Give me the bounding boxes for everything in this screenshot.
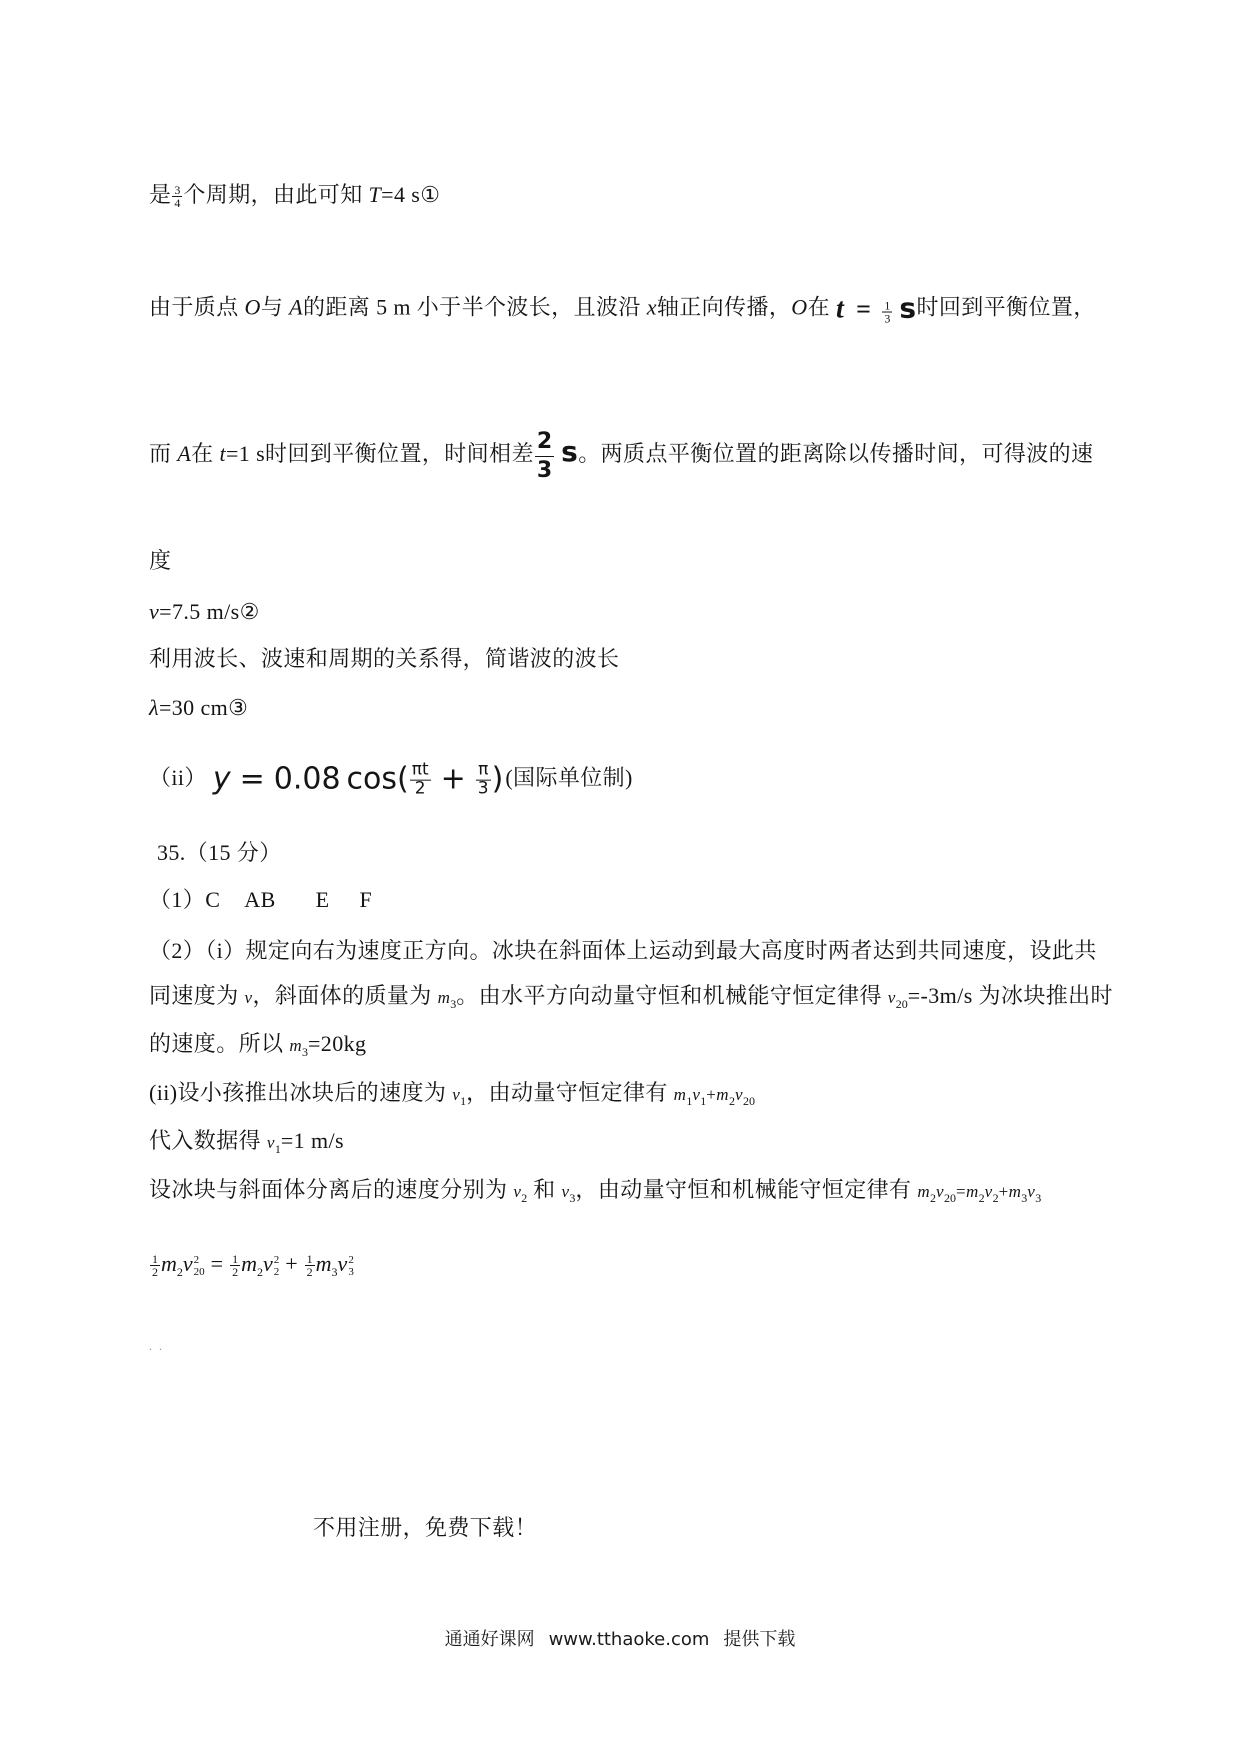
line-multiple-choice-answers [149,885,372,915]
variable-y: y [212,761,231,797]
plus-sign: + [998,1182,1009,1201]
variable-v: v [692,1085,701,1104]
answer-choice: E [315,887,330,912]
superscript-subscript [348,1254,354,1278]
fraction-numerator: πt [411,759,429,780]
text-segment: 由于质点 [149,294,245,320]
variable-v: v [149,599,160,624]
line-momentum-conservation [149,1078,755,1116]
text-segment: （ii） [149,765,207,791]
text-segment: 利用波长、波速和周期的关系得，简谐波的波长 [149,646,620,671]
equals-sign: = [856,294,872,324]
subscript: 20 [943,1191,956,1205]
subscript: 2 [256,1265,263,1279]
line-continuation [149,546,171,576]
variable-A: A [289,294,303,320]
cos-function: cos [346,761,398,797]
subscript: 1 [460,1094,467,1108]
text-segment: 度 [149,548,172,573]
text-segment: 和 [527,1177,562,1202]
close-paren: ) [491,761,504,797]
superscript-subscript [274,1254,280,1278]
variable-v: v [337,1251,348,1276]
unit-seconds: s [899,291,917,325]
fraction-numerator: π [476,762,491,781]
text-segment: =1 m/s [280,1128,344,1153]
text-segment: (国际单位制) [505,765,633,791]
text-segment: 。由水平方向动量守恒和机械能守恒定律得 [456,983,888,1008]
free-download-note [313,1513,537,1543]
text-segment: （2）（i）规定向右为速度正方向。冰块在斜面体上运动到最大高度时两者达到共同速度，设此共 [149,938,1097,963]
superscript-subscript [194,1254,205,1278]
equation-variable-t: t [835,293,845,325]
equals-sign: = [210,1251,224,1276]
text-segment: 在 [191,441,220,467]
variable-v: v [452,1085,461,1104]
text-segment: ，斜面体的质量为 [252,983,438,1008]
answer-choice: （1）C [149,887,221,912]
fraction-one-half [150,1253,160,1279]
unit-seconds: s [561,435,579,469]
page-footer [0,1625,1240,1651]
subscript: 3 [348,1265,354,1278]
fraction-numerator: 1 [152,1251,158,1266]
fraction-numerator: 3 [174,182,181,197]
subscript: 20 [895,997,908,1011]
answer-choice: F [359,887,373,912]
subscript: 3 [1021,1191,1028,1205]
subscript: 2 [728,1094,735,1108]
fraction-denominator: 2 [306,1265,313,1280]
variable-v: v [984,1182,993,1201]
text-segment: 是 [149,181,172,207]
footer-site-name: 通通好课网 [444,1629,535,1650]
variable-m: m [315,1251,332,1276]
variable-O: O [244,294,261,320]
subscript: 3 [331,1265,338,1279]
fraction-one-half [230,1253,240,1279]
equals-sign: = [955,1182,966,1201]
fraction-denominator: 2 [152,1265,158,1280]
fraction-pi-t-over-2 [410,759,431,799]
fraction-denominator: 3 [477,778,489,799]
variable-v: v [262,1251,273,1276]
subscript: 2 [521,1191,528,1205]
equals-sign: = [239,761,265,797]
subscript: 3 [569,1191,576,1205]
fraction-denominator: 3 [536,457,553,483]
variable-t: t [219,441,226,467]
text-segment: 。两质点平衡位置的距离除以传播时间，可得波的速 [578,441,1094,467]
subscript: 1 [686,1094,693,1108]
text-segment: 设冰块与斜面体分离后的速度分别为 [149,1177,514,1202]
text-segment: 轴正向传播， [656,294,792,320]
text-segment: =20kg [308,1031,367,1056]
subscript: 2 [176,1265,183,1279]
open-paren: ( [397,761,409,797]
text-segment: =-3m/s 为冰块推出时 [907,983,1113,1008]
line-period [149,180,440,210]
fraction-denominator: 3 [884,311,891,326]
fraction-numerator: 1 [232,1251,239,1266]
subscript: 3 [302,1045,308,1059]
variable-O: O [791,294,808,320]
subscript: 2 [978,1191,985,1205]
subscript: 20 [193,1265,205,1278]
variable-m: m [289,1036,302,1055]
fraction-pi-over-3 [476,759,491,799]
fraction-denominator: 4 [174,196,181,211]
text-segment: ，由动量守恒定律有 [466,1080,674,1105]
text-segment: 不用注册，免费下载！ [313,1515,538,1540]
subscript: 2 [992,1191,999,1205]
fraction-denominator: 2 [232,1265,239,1280]
subscript: 1 [700,1094,707,1108]
superscript: 2 [273,1253,280,1266]
text-segment: 在 [807,294,830,320]
superscript: 2 [193,1253,200,1266]
variable-m: m [161,1251,177,1276]
stray-marks [149,1331,164,1361]
text-segment: =30 cm③ [158,695,249,720]
plus-sign: + [706,1085,717,1104]
fraction-three-quarters [172,184,182,210]
text-segment: 同速度为 [149,983,245,1008]
variable-v: v [513,1182,522,1201]
line-part-2-intro [149,936,1097,966]
variable-m: m [917,1182,931,1201]
line-wavelength-intro [149,644,619,674]
fraction-two-thirds [535,428,554,484]
plus-sign: + [285,1251,298,1276]
variable-v: v [1027,1182,1036,1201]
variable-A: A [177,441,192,467]
variable-v: v [561,1182,570,1201]
fraction-one-half [305,1253,315,1279]
line-mass-result [149,1029,366,1067]
variable-v: v [734,1085,743,1104]
variable-m: m [1008,1182,1022,1201]
plus-sign: + [440,761,466,797]
text-segment: 代入数据得 [149,1128,267,1153]
variable-v: v [182,1251,193,1276]
variable-x: x [646,294,657,320]
subscript: 3 [450,997,457,1011]
fraction-numerator: 1 [306,1251,313,1266]
superscript: 2 [348,1253,354,1266]
fraction-one-third [882,299,892,325]
variable-m: m [241,1251,257,1276]
variable-m: m [965,1182,979,1201]
variable-v: v [244,988,253,1007]
cosine-equation [212,759,504,799]
line-substitution [149,1126,344,1164]
text-segment: =7.5 m/s② [159,599,260,624]
line-wave-equation [149,759,633,799]
text-segment: ，由动量守恒和机械能守恒定律有 [575,1177,918,1202]
text-segment: . . [149,1339,164,1353]
text-segment: 的速度。所以 [149,1031,290,1056]
subscript: 20 [742,1094,755,1108]
variable-T: T [368,181,382,207]
footer-url: www.tthaoke.com [548,1629,710,1650]
variable-v: v [887,988,896,1007]
fraction-numerator: 2 [535,428,554,457]
text-segment: =4 s① [381,181,441,207]
line-common-velocity [149,981,1113,1019]
text-segment: 时回到平衡位置， [916,294,1096,320]
equation-t-one-third-s [830,293,916,325]
text-segment: =1 s时回到平衡位置，时间相差 [225,441,534,467]
line-wavelength [149,693,248,723]
energy-conservation-equation [149,1249,354,1287]
variable-v: v [266,1133,275,1152]
equation-two-thirds-s [534,428,578,484]
fraction-denominator: 2 [414,778,426,799]
text-segment: 个周期，由此可知 [183,181,369,207]
subscript: 2 [273,1265,280,1278]
line-wave-speed [149,597,260,627]
text-segment: 35.（15 分） [157,840,282,865]
text-segment: 的距离 5 m 小于半个波长，且波沿 [302,294,647,320]
question-heading-35 [157,838,282,868]
line-separation-velocities [149,1175,1041,1213]
variable-lambda: λ [149,695,159,720]
subscript: 2 [930,1191,937,1205]
subscript: 1 [274,1142,281,1156]
text-segment: 而 [149,441,178,467]
line-point-a [149,428,1093,484]
amplitude-value: 0.08 [273,761,341,797]
fraction-numerator: 1 [884,298,891,313]
variable-v: v [936,1182,944,1201]
line-point-o [149,293,1096,326]
variable-m: m [673,1085,687,1104]
variable-m: m [716,1085,729,1104]
text-segment: 与 [260,294,290,320]
answer-choice: AB [244,887,276,912]
variable-m: m [437,988,451,1007]
footer-download-text: 提供下载 [723,1629,796,1650]
text-segment: (ii)设小孩推出冰块后的速度为 [149,1080,453,1105]
subscript: 3 [1035,1191,1042,1205]
